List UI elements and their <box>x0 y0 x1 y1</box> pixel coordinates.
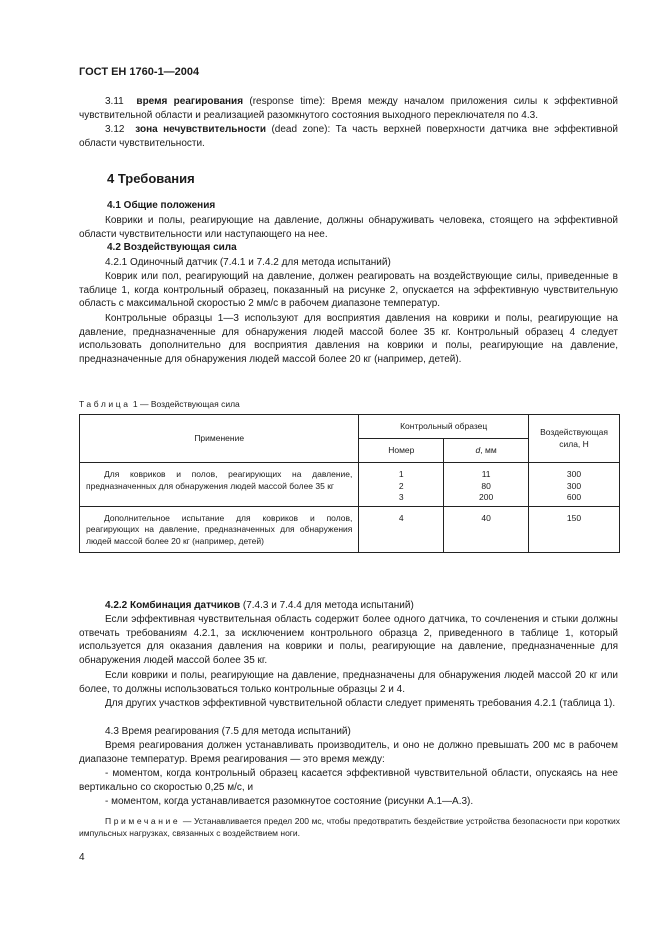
row1-force-1: 300 <box>566 469 582 479</box>
header-d-letter: d <box>475 444 481 455</box>
row2-force: 150 <box>529 506 620 552</box>
definition-term: зона нечувствительности <box>135 124 267 135</box>
header-sample: Контрольный образец <box>359 415 529 439</box>
note-text: — Устанавливается предел 200 мс, чтобы предотвратить бездействие устройства безопасности при коротких импульсных нагрузках, связанных с воздействием ноги. <box>79 816 620 839</box>
document-header: ГОСТ ЕН 1760-1—2004 <box>79 66 200 78</box>
page-number: 4 <box>79 852 85 863</box>
section-heading-4: 4 Требования <box>107 171 195 186</box>
paragraph-4-3: Время реагирования должен устанавливать производитель, и оно не должно превышать 200 мс в рабочем диапазоне температур. Время реагирования — это время между: <box>79 740 618 765</box>
row2-number: 4 <box>359 506 444 552</box>
row1-number-3: 3 <box>398 492 404 503</box>
subsection-heading-4-2: 4.2 Воздействующая сила <box>107 242 237 253</box>
definition-text: (dead zone): Та часть верхней поверхности датчика вне эффективной области чувствительности. <box>79 124 619 149</box>
header-number: Номер <box>359 439 444 463</box>
paragraph-4-2-1-b: Контрольные образцы 1—3 используют для восприятия давления на коврики и полы, реагирующие на давление, предназначенные для обнаружения людей массой более 35 кг. Контрольный образец 4 следует использовать дополнительно для восприятия давления на коврики и полы, реагирующие на давление, предназначенные для обнаружения людей массой более 20 кг (например, детей). <box>79 313 618 365</box>
clause-4-2-2-title: 4.2.2 Комбинация датчиков <box>105 600 241 611</box>
row1-force-2: 300 <box>566 480 582 491</box>
row1-diameter-1: 11 <box>481 469 491 479</box>
table-row <box>80 463 620 507</box>
clause-4-3: 4.3 Время реагирования (7.5 для метода испытаний) <box>105 726 351 737</box>
paragraph-4-1: Коврики и полы, реагирующие на давление, должны обнаруживать человека, стоящего на эффективной области чувствительности или наступающего на нее. <box>79 215 618 240</box>
definition-3-11 <box>79 95 618 122</box>
header-application: Применение <box>80 415 359 463</box>
row1-diameters <box>444 463 529 507</box>
row1-numbers <box>359 463 444 507</box>
row1-number-1: 1 <box>398 469 404 479</box>
clause-4-2-2 <box>79 599 618 613</box>
paragraph-4-2-1-a: Коврик или пол, реагирующий на давление, должен реагировать на воздействующие силы, приведенные в таблице 1, когда контрольный образец, показанный на рисунке 2, опускается на эффективную чувствительную область с максимальной скоростью 2 мм/с в рабочем диапазоне температур. <box>79 271 618 310</box>
row1-force-3: 600 <box>566 492 582 503</box>
bullet-2: - моментом, когда устанавливается разомкнутое состояние (рисунки А.1—А.3). <box>105 796 474 807</box>
table-caption-word: Таблица <box>79 399 131 409</box>
row2-application: Дополнительное испытание для ковриков и полов, реагирующих на давление, предназначенных для обнаружения людей массой более 20 кг (например, детей) <box>80 506 359 552</box>
definition-number: 3.11 <box>105 96 124 107</box>
row1-diameter-2: 80 <box>481 480 491 491</box>
row1-diameter-3: 200 <box>479 492 494 503</box>
definition-3-12 <box>79 123 618 150</box>
table-row <box>80 506 620 552</box>
row1-forces <box>529 463 620 507</box>
clause-4-2-1: 4.2.1 Одиночный датчик (7.4.1 и 7.4.2 для метода испытаний) <box>105 257 391 268</box>
force-table <box>79 414 620 553</box>
note <box>79 815 620 840</box>
row2-diameter: 40 <box>444 506 529 552</box>
subsection-heading-4-1: 4.1 Общие положения <box>107 200 216 211</box>
note-label: Примечание <box>105 816 181 826</box>
bullet-1: - моментом, когда контрольный образец касается эффективной чувствительной области, опускаясь на нее вертикально со скоростью 0,25 м/с, и <box>79 768 618 793</box>
paragraph-4-2-2-a: Если эффективная чувствительная область содержит более одного датчика, то сочленения и стыки должны отвечать требованиям 4.2.1, за исключением контрольного образца 2, приведенного в таблице 1, который используется для оказания давления на коврики и полы, реагирующие на давление, предназначенные для обнаружения людей массой более 35 кг. <box>79 614 618 666</box>
table-caption <box>79 399 240 409</box>
definition-term: время реагирования <box>136 96 244 107</box>
header-d-unit: , мм <box>480 444 497 455</box>
row1-application: Для ковриков и полов, реагирующих на давление, предназначенных для обнаружения людей массой более 35 кг <box>80 463 359 507</box>
definition-number: 3.12 <box>105 124 125 135</box>
paragraph-4-2-2-c: Для других участков эффективной чувствительной области следует применять требования 4.2.1 (таблица 1). <box>105 698 616 709</box>
header-force: Воздействующая сила, Н <box>529 415 620 463</box>
definition-text: (response time): Время между началом приложения силы к эффективной чувствительной области и реализацией разомкнутого состояния выходного переключателя по 4.3. <box>79 96 618 121</box>
table-caption-text: 1 — Воздействующая сила <box>132 399 240 409</box>
paragraph-4-2-2-b: Если коврики и полы, реагирующие на давление, предназначены для обнаружения людей массой 20 кг или более, то должны использоваться только контрольные образцы 2 и 4. <box>79 670 618 695</box>
header-diameter <box>444 439 529 463</box>
clause-4-2-2-title-rest: (7.4.3 и 7.4.4 для метода испытаний) <box>240 600 414 611</box>
row1-number-2: 2 <box>398 480 404 491</box>
